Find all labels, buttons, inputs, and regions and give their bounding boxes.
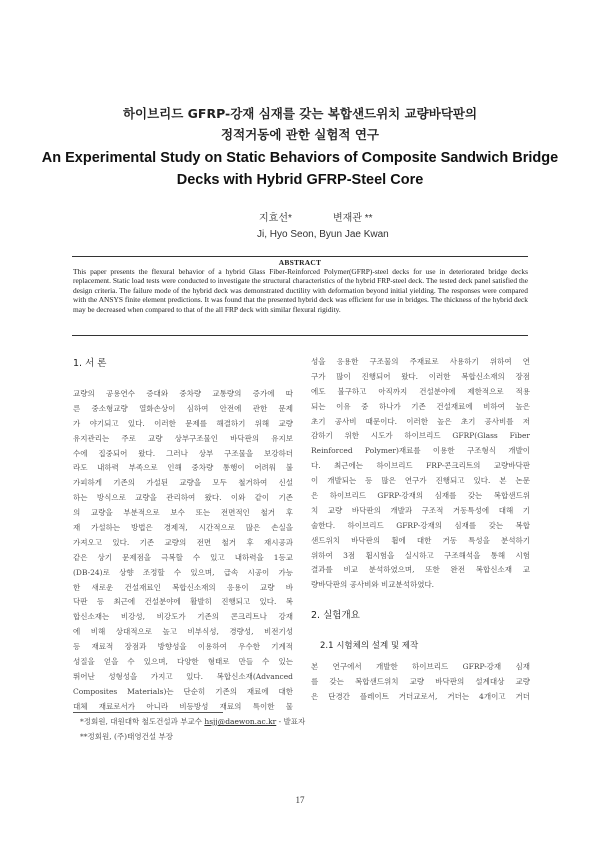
text-line: Reinforced Polymer)재료를 이용한 구조형식 개발이 bbox=[311, 446, 530, 456]
text-line: 가 야기되고 있다. 이러한 문제를 해결하기 위해 교량 bbox=[73, 418, 293, 428]
section-2-heading: 2. 실험개요 bbox=[311, 610, 360, 621]
text-line: 감하기 위한 시도가 하이브리드 GFRP(Glass Fiber bbox=[311, 431, 530, 441]
author-2-korean: 변재관 ** bbox=[333, 213, 373, 224]
text-line: 가져오고 있다. 기존 교량의 전면 철거 후 재시공과 bbox=[73, 537, 293, 547]
text-line: 재 가설하는 방법은 경제적, 시간적으로 많은 손실을 bbox=[73, 523, 293, 533]
footnote-2: **정회원, (주)태영건설 부장 bbox=[80, 732, 173, 741]
author-email-link[interactable]: hsjj@daewon.ac.kr bbox=[204, 717, 277, 726]
abstract-top-rule bbox=[72, 256, 528, 257]
section-1-heading: 1. 서 론 bbox=[73, 358, 107, 369]
text-line: 성을 응용한 구조물의 주재료로 사용하기 위하여 연 bbox=[311, 357, 530, 366]
abstract-body: This paper presents the flexural behavior of a hybrid Glass Fiber-Reinforced Polymer(GFRP)-steel decks for use in deteriorated bridge decks replacement. Static load tests were conducted to investigate the structural characteristics of the hybrid FRP-steel deck. The tested deck panel satisfied the design criteria. The failure mode of the hybrid deck was demonstrated ductility with deformation beyond initial yielding. The responses were compared with the ANSYS finite element predictions. It was found that the presented hybrid deck was efficient for use in bridges. The thickness of the hybrid deck may be decreased when compared to that of the all FRP deck with similar flexural rigidity. bbox=[73, 267, 528, 314]
text-line: 같은 상기 문제점을 극복할 수 있고 내하력을 1등교 bbox=[73, 552, 293, 562]
text-line: 하는 방식으로 교량을 관리하여 왔다. 이와 같이 기존 bbox=[73, 493, 293, 503]
text-line: 샌드위치 바닥판의 휨에 대한 거동 특성을 분석하기 bbox=[311, 535, 530, 545]
text-line: 가피하게 기존의 가설된 교량을 모두 철거하여 신설 bbox=[73, 478, 293, 488]
text-line: 대체 재료로서가 아니라 비등방성 재료의 특이한 물 bbox=[73, 701, 293, 711]
text-line: 한 새로운 건설재료인 복합신소재의 응용이 교량 바 bbox=[73, 582, 293, 592]
subsection-2-1-heading: 2.1 시험체의 설계 및 제작 bbox=[320, 641, 419, 651]
text-line: 성질을 얻을 수 있으며, 다양한 형태로 만들 수 있는 bbox=[73, 657, 293, 667]
footnote-1-affiliation: *정회원, 대원대학 철도건설과 부교수 bbox=[80, 717, 205, 726]
text-line: 라도 내하력 부족으로 인해 중차량 통행이 어려워 불 bbox=[73, 463, 293, 473]
title-english-line-2: Decks with Hybrid GFRP-Steel Core bbox=[176, 172, 424, 188]
text-line: 등 재료적 장점과 방향성을 이용하여 우수한 기계적 bbox=[73, 642, 293, 652]
title-korean-line-2: 정적거동에 관한 실험적 연구 bbox=[221, 127, 379, 142]
page-number: 17 bbox=[295, 795, 305, 805]
right-column-text-top bbox=[311, 355, 530, 593]
text-line: 은 하이브리드 GFRP-강재의 심재를 갖는 복합샌드위 bbox=[311, 491, 530, 501]
text-line: 합신소재는 비강성, 비강도가 기존의 콘크리트나 강재 bbox=[73, 612, 293, 622]
right-column-text-bottom bbox=[311, 660, 530, 705]
text-line: 에 비해 상대적으로 높고 비부식성, 경량성, 비전기성 bbox=[73, 627, 293, 637]
abstract-heading: ABSTRACT bbox=[278, 258, 322, 267]
left-column-text bbox=[73, 387, 293, 715]
text-line: 술한다. 하이브리드 GFRP-강재의 심재를 갖는 복합 bbox=[311, 520, 530, 530]
footnote-1-presenter: - 발표자 bbox=[276, 717, 306, 726]
text-line: 치 교량 바닥판의 개발과 구조적 거동특성에 대해 기 bbox=[311, 505, 530, 515]
text-line: (DB-24)로 상향 조정할 수 있으며, 급속 시공이 가능 bbox=[73, 567, 293, 577]
text-line: Composites Materials)는 단순히 기존의 재료에 대한 bbox=[73, 686, 293, 696]
text-line: 교량의 공용연수 증대와 중차량 교통량의 증가에 따 bbox=[73, 389, 293, 398]
text-line: 위하여 3점 휨시험을 실시하고 구조해석을 통해 시험 bbox=[311, 550, 530, 560]
text-line: 은 단경간 플레이트 거더교로서, 거더는 4개이고 거더 bbox=[311, 691, 530, 701]
footnote-1 bbox=[80, 716, 305, 727]
author-1-korean: 지효선* bbox=[259, 213, 292, 224]
text-line: 되는 이유 중 하나가 기존 건설재료에 비하여 높은 bbox=[311, 401, 530, 411]
footnote-rule bbox=[73, 712, 223, 713]
text-line: 를 갖는 복합샌드위치 교량 바닥판의 설계대상 교량 bbox=[311, 676, 530, 686]
title-korean-line-1: 하이브리드 GFRP-강재 심재를 갖는 복합샌드위치 교량바닥판의 bbox=[122, 106, 478, 121]
authors-english: Ji, Hyo Seon, Byun Jae Kwan bbox=[257, 229, 389, 240]
text-line: 의 교량을 부분적으로 보수 또는 전면적인 철거 후 bbox=[73, 508, 293, 518]
text-line: 수에 집중되어 왔다. 그러나 상부 구조물을 보강하더 bbox=[73, 448, 293, 458]
text-line: 결과를 비교 분석하였으며, 또한 완전 복합신소재 교 bbox=[311, 565, 530, 575]
text-line: 이 개발되는 등 많은 연구가 진행되고 있다. 본 논문 bbox=[311, 476, 530, 486]
text-line: 유지관리는 주로 교량 상부구조물인 바닥판의 유지보 bbox=[73, 433, 293, 443]
text-line: 본 연구에서 개발한 하이브리드 GFRP-강재 심재 bbox=[311, 662, 530, 671]
text-line: 른 중소형교량 열화손상이 심하여 안전에 관한 문제 bbox=[73, 403, 293, 413]
text-line: 에도 불구하고 아직까지 건설분야에 제한적으로 적용 bbox=[311, 386, 530, 396]
text-line: 뛰어난 성형성을 가지고 있다. 복합신소재(Advanced bbox=[73, 671, 293, 681]
abstract-bottom-rule bbox=[72, 335, 528, 336]
title-english-line-1: An Experimental Study on Static Behaviors of Composite Sandwich Bridge bbox=[41, 150, 559, 166]
text-line: 닥판 등 최근에 건설분야에 활발히 진행되고 있다. 복 bbox=[73, 597, 293, 607]
text-line: 다. 최근에는 하이브리드 FRP-콘크리트의 교량바닥판 bbox=[311, 461, 530, 471]
text-line: 량바닥판의 공사비와 비교분석하였다. bbox=[311, 580, 435, 590]
text-line: 초기 공사비 때문이다. 이러한 높은 초기 공사비를 저 bbox=[311, 416, 530, 426]
text-line: 구가 많이 진행되어 왔다. 이러한 복합신소재의 장점 bbox=[311, 371, 530, 381]
